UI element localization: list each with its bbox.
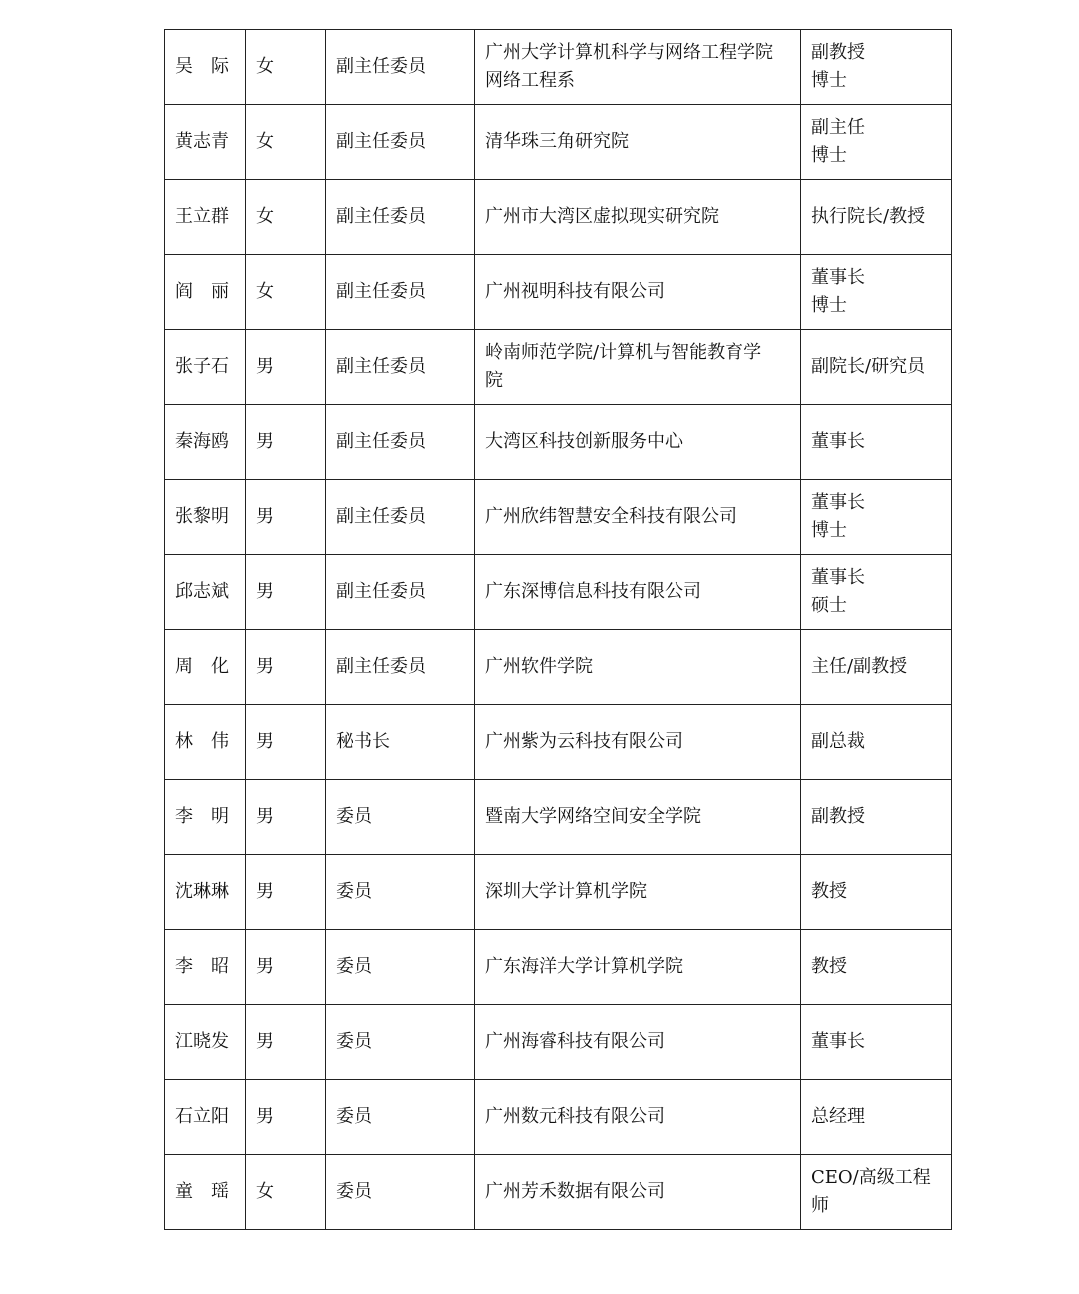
member-gender-cell: 男 <box>246 855 326 930</box>
member-organization-cell: 广东海洋大学计算机学院 <box>475 930 801 1005</box>
member-gender-cell: 男 <box>246 705 326 780</box>
member-gender-cell: 男 <box>246 930 326 1005</box>
member-gender-cell: 男 <box>246 405 326 480</box>
table-row <box>165 1080 952 1155</box>
member-name-cell: 李 昭 <box>165 930 246 1005</box>
table-row <box>165 780 952 855</box>
member-gender-cell: 男 <box>246 780 326 855</box>
member-organization-cell: 岭南师范学院/计算机与智能教育学 院 <box>475 330 801 405</box>
committee-roster-table <box>164 29 952 1230</box>
member-title-cell: 执行院长/教授 <box>801 180 952 255</box>
member-role-cell: 副主任委员 <box>326 30 475 105</box>
member-organization-cell: 广州软件学院 <box>475 630 801 705</box>
member-name-cell: 沈琳琳 <box>165 855 246 930</box>
table-row <box>165 1005 952 1080</box>
member-title-cell: 董事长 <box>801 405 952 480</box>
member-gender-cell: 男 <box>246 1005 326 1080</box>
member-name-cell: 童 瑶 <box>165 1155 246 1230</box>
member-gender-cell: 男 <box>246 480 326 555</box>
member-name-cell: 周 化 <box>165 630 246 705</box>
table-row <box>165 105 952 180</box>
member-role-cell: 副主任委员 <box>326 630 475 705</box>
member-name-cell: 吴 际 <box>165 30 246 105</box>
member-name-cell: 黄志青 <box>165 105 246 180</box>
member-title-cell: 董事长 博士 <box>801 480 952 555</box>
member-name-cell: 邱志斌 <box>165 555 246 630</box>
member-name-cell: 林 伟 <box>165 705 246 780</box>
table-row <box>165 255 952 330</box>
member-name-cell: 石立阳 <box>165 1080 246 1155</box>
roster-body <box>165 30 952 1230</box>
member-organization-cell: 广州大学计算机科学与网络工程学院 网络工程系 <box>475 30 801 105</box>
member-organization-cell: 广州视明科技有限公司 <box>475 255 801 330</box>
member-title-cell: 副主任 博士 <box>801 105 952 180</box>
member-gender-cell: 女 <box>246 105 326 180</box>
member-gender-cell: 男 <box>246 630 326 705</box>
member-role-cell: 委员 <box>326 930 475 1005</box>
member-organization-cell: 广州数元科技有限公司 <box>475 1080 801 1155</box>
member-name-cell: 张黎明 <box>165 480 246 555</box>
member-gender-cell: 女 <box>246 255 326 330</box>
member-organization-cell: 广州芳禾数据有限公司 <box>475 1155 801 1230</box>
member-role-cell: 委员 <box>326 780 475 855</box>
member-role-cell: 副主任委员 <box>326 255 475 330</box>
member-gender-cell: 男 <box>246 555 326 630</box>
member-title-cell: 总经理 <box>801 1080 952 1155</box>
member-organization-cell: 暨南大学网络空间安全学院 <box>475 780 801 855</box>
member-title-cell: 教授 <box>801 930 952 1005</box>
member-title-cell: 副总裁 <box>801 705 952 780</box>
table-row <box>165 705 952 780</box>
table-row <box>165 930 952 1005</box>
member-organization-cell: 深圳大学计算机学院 <box>475 855 801 930</box>
member-role-cell: 副主任委员 <box>326 180 475 255</box>
member-title-cell: CEO/高级工程 师 <box>801 1155 952 1230</box>
member-organization-cell: 大湾区科技创新服务中心 <box>475 405 801 480</box>
member-name-cell: 李 明 <box>165 780 246 855</box>
member-title-cell: 副教授 博士 <box>801 30 952 105</box>
member-name-cell: 秦海鸥 <box>165 405 246 480</box>
member-gender-cell: 女 <box>246 1155 326 1230</box>
member-name-cell: 王立群 <box>165 180 246 255</box>
member-role-cell: 副主任委员 <box>326 405 475 480</box>
table-row <box>165 330 952 405</box>
member-gender-cell: 男 <box>246 330 326 405</box>
member-role-cell: 副主任委员 <box>326 330 475 405</box>
table-row <box>165 630 952 705</box>
table-row <box>165 180 952 255</box>
member-role-cell: 秘书长 <box>326 705 475 780</box>
member-gender-cell: 女 <box>246 180 326 255</box>
table-row <box>165 1155 952 1230</box>
member-organization-cell: 广州市大湾区虚拟现实研究院 <box>475 180 801 255</box>
member-organization-cell: 广东深博信息科技有限公司 <box>475 555 801 630</box>
member-organization-cell: 广州紫为云科技有限公司 <box>475 705 801 780</box>
member-title-cell: 董事长 <box>801 1005 952 1080</box>
member-role-cell: 委员 <box>326 1155 475 1230</box>
member-role-cell: 副主任委员 <box>326 480 475 555</box>
member-gender-cell: 男 <box>246 1080 326 1155</box>
table-row <box>165 405 952 480</box>
member-title-cell: 董事长 硕士 <box>801 555 952 630</box>
member-title-cell: 副教授 <box>801 780 952 855</box>
member-role-cell: 副主任委员 <box>326 105 475 180</box>
table-row <box>165 480 952 555</box>
member-title-cell: 教授 <box>801 855 952 930</box>
member-name-cell: 江晓发 <box>165 1005 246 1080</box>
member-role-cell: 副主任委员 <box>326 555 475 630</box>
member-title-cell: 副院长/研究员 <box>801 330 952 405</box>
member-role-cell: 委员 <box>326 1080 475 1155</box>
member-role-cell: 委员 <box>326 855 475 930</box>
member-gender-cell: 女 <box>246 30 326 105</box>
member-organization-cell: 广州海睿科技有限公司 <box>475 1005 801 1080</box>
table-row <box>165 555 952 630</box>
table-row <box>165 30 952 105</box>
table-row <box>165 855 952 930</box>
member-title-cell: 主任/副教授 <box>801 630 952 705</box>
member-organization-cell: 清华珠三角研究院 <box>475 105 801 180</box>
member-organization-cell: 广州欣纬智慧安全科技有限公司 <box>475 480 801 555</box>
member-title-cell: 董事长 博士 <box>801 255 952 330</box>
member-name-cell: 阎 丽 <box>165 255 246 330</box>
member-name-cell: 张子石 <box>165 330 246 405</box>
member-role-cell: 委员 <box>326 1005 475 1080</box>
